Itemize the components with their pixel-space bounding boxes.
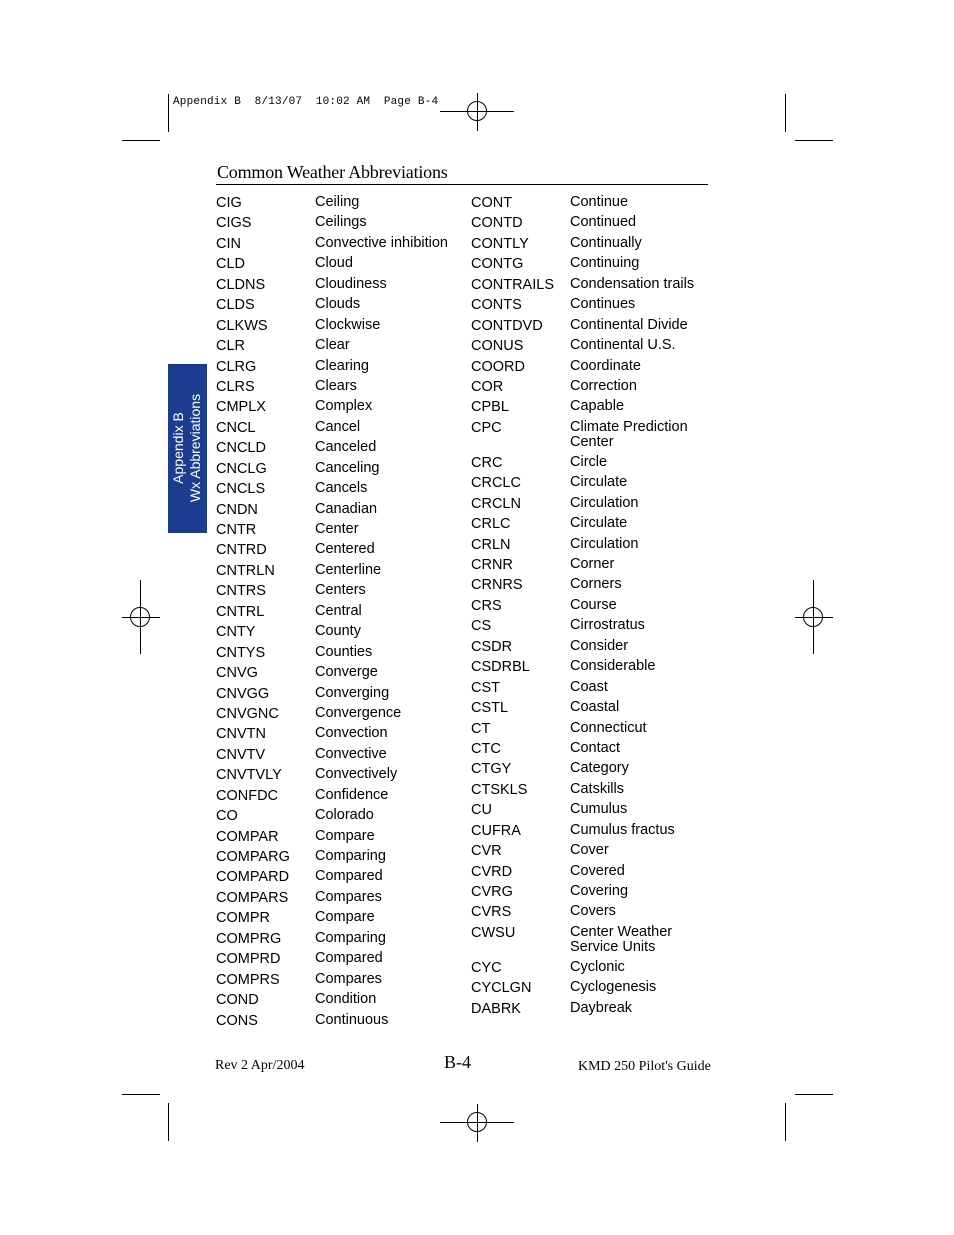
abbreviation-meaning [315,848,386,864]
abbreviation-meaning [570,740,620,756]
abbreviation-meaning [570,419,688,450]
abbreviation-code: CRCLC [471,475,521,492]
abbreviation-meaning-line: Compared [315,950,383,967]
abbreviation-meaning [570,863,625,879]
abbreviation-meaning [315,255,353,271]
abbreviation-code: CRCLN [471,495,521,512]
abbreviation-meaning [315,419,360,435]
abbreviation-meaning [570,378,637,394]
abbreviation-meaning [570,515,627,531]
abbreviation-meaning [570,1000,632,1016]
abbreviation-meaning-line: Cyclogenesis [570,979,657,996]
abbreviation-meaning [570,255,639,271]
abbreviation-meaning-line: Considerable [570,658,656,675]
abbreviation-code: CRLN [471,536,511,553]
abbreviation-meaning [570,337,676,353]
abbreviation-code: CPBL [471,399,509,416]
abbreviation-meaning [570,358,641,374]
abbreviation-meaning-line: Centered [315,541,375,558]
abbreviation-code: CNVGG [216,685,270,702]
abbreviation-code: CONUS [471,338,524,355]
abbreviation-code: CRNRS [471,577,523,594]
abbreviation-code: CONTG [471,256,524,273]
abbreviation-code: CLR [216,338,246,355]
abbreviation-meaning-line: Convectively [315,766,398,783]
abbreviation-meaning-line: Coordinate [570,357,641,374]
abbreviation-meaning-line: Continues [570,296,636,313]
abbreviation-code: CRC [471,454,503,471]
abbreviation-code: CVR [471,843,502,860]
abbreviation-code: CRNR [471,557,513,573]
abbreviation-code: CNCLD [216,440,266,457]
abbreviation-code: COND [216,992,259,1009]
abbreviation-meaning-line: Category [570,760,629,777]
abbreviation-meaning-line: County [315,623,361,640]
abbreviation-meaning [570,822,675,838]
abbreviation-code: CNCLS [216,481,266,498]
abbreviation-code: CSDR [471,638,513,655]
abbreviation-meaning [315,664,378,680]
abbreviation-code: CWSU [471,924,516,941]
abbreviation-code: COMPR [216,910,270,927]
abbreviation-code: CNVGNC [216,705,279,722]
abbreviation-meaning [570,317,688,333]
abbreviation-code: CONTRAILS [471,276,554,293]
abbreviation-code: CYCLGN [471,980,532,997]
abbreviation-code: CU [471,802,492,819]
abbreviation-meaning [570,842,609,858]
abbreviation-code: CNVTVLY [216,767,282,784]
abbreviation-code: CSDRBL [471,659,530,676]
abbreviation-code: CTGY [471,761,512,778]
abbreviation-meaning-line: Center [315,521,359,537]
abbreviation-meaning [570,296,635,312]
abbreviation-meaning [570,801,627,817]
abbreviation-code: CTSKLS [471,781,528,798]
abbreviation-meaning-line: Daybreak [570,999,633,1016]
abbreviation-meaning [315,582,366,598]
abbreviation-meaning-line: Canadian [315,500,378,517]
abbreviation-meaning [570,679,608,695]
abbreviation-code: CMPLX [216,399,266,416]
abbreviation-meaning-line: Ceilings [315,214,367,231]
abbreviation-meaning [570,536,639,552]
abbreviation-meaning-line: Cancels [315,480,368,497]
abbreviation-meaning [570,194,628,210]
abbreviation-code: CVRS [471,904,512,921]
abbreviation-meaning-line: Clearing [315,357,369,374]
abbreviation-meaning-line: Canceling [315,459,380,476]
abbreviation-meaning-line: Continuous [315,1011,389,1028]
abbreviation-meaning [570,883,628,899]
abbreviation-meaning-line: Cloudiness [315,275,387,292]
abbreviation-meaning-line: Covering [570,883,629,899]
abbreviation-meaning-line: Covers [570,903,616,920]
abbreviation-meaning [315,439,376,455]
abbreviation-meaning-line: Central [315,602,362,619]
abbreviation-meaning-line: Clouds [315,296,361,313]
abbreviation-meaning-line: Condition [315,991,377,1008]
abbreviation-meaning [315,521,359,537]
abbreviation-meaning [315,398,372,414]
abbreviation-meaning-line: Canceled [315,439,377,456]
abbreviation-meaning-line: Corners [570,576,622,593]
abbreviation-meaning-line: Corner [570,556,615,572]
abbreviation-code: CPC [471,419,502,436]
abbreviation-meaning-line: Continental U.S. [570,337,676,354]
abbreviation-meaning-line: Colorado [315,807,374,824]
abbreviation-meaning-line: Cirrostratus [570,617,645,634]
abbreviation-meaning [570,959,625,975]
abbreviation-meaning [315,603,362,619]
abbreviation-meaning-line: Comparing [315,848,386,864]
abbreviation-meaning-line: Compare [315,909,375,926]
side-tab-line-2: Wx Abbreviations [187,393,203,503]
abbreviation-meaning [570,276,694,292]
abbreviation-code: CUFRA [471,822,521,839]
abbreviation-meaning [315,766,397,782]
abbreviation-meaning-line: Cumulus fractus [570,821,675,838]
side-tab-label [170,364,204,533]
abbreviation-meaning-line: Circulate [570,515,628,532]
abbreviation-meaning-line: Climate Prediction [570,418,688,435]
abbreviation-code: CNTRD [216,542,267,559]
abbreviation-meaning [570,214,636,230]
abbreviation-code: CONTDVD [471,317,543,334]
abbreviation-meaning-line: Condensation trails [570,275,695,292]
abbreviation-code: CONTS [471,297,522,314]
abbreviation-code: CNVTN [216,726,266,743]
abbreviation-meaning-line: Convergence [315,704,402,721]
abbreviation-meaning-line: Catskills [570,780,624,797]
abbreviation-code: CLRS [216,378,255,395]
abbreviation-code: CNTRS [216,583,266,600]
abbreviation-meaning-line: Cover [570,842,609,859]
abbreviation-meaning-line: Compares [315,888,382,905]
abbreviation-code: COMPRS [216,971,280,988]
abbreviation-meaning [570,617,645,633]
abbreviation-meaning-line: Correction [570,377,637,394]
abbreviation-meaning [315,460,380,476]
abbreviation-meaning [315,868,383,884]
abbreviation-meaning-line: Converging [315,684,390,701]
abbreviation-meaning-line: Circulation [570,494,639,511]
abbreviation-meaning [315,807,374,823]
abbreviation-meaning [315,644,372,660]
abbreviation-meaning-line: Convective [315,745,387,762]
abbreviation-meaning [570,903,616,919]
abbreviation-code: CVRG [471,884,513,900]
abbreviation-meaning [570,658,655,674]
abbreviation-code: CT [471,720,491,737]
abbreviation-code: COMPRD [216,951,281,968]
abbreviation-meaning [570,781,624,797]
abbreviation-meaning [315,337,350,353]
abbreviation-code: COMPAR [216,828,279,845]
abbreviation-meaning [570,597,617,613]
abbreviation-meaning [315,685,389,701]
abbreviation-code: CONTD [471,215,523,232]
abbreviation-meaning-line: Center Weather [570,923,673,940]
abbreviation-meaning-line: Continued [570,214,637,231]
abbreviation-meaning-line: Continental Divide [570,316,688,333]
abbreviation-code: CIN [216,235,241,252]
abbreviation-meaning-line: Complex [315,398,373,415]
side-tab-line-1: Appendix B [170,412,186,484]
abbreviation-code: CNTYS [216,644,266,661]
abbreviation-meaning [570,699,619,715]
abbreviation-meaning [315,562,381,578]
abbreviation-meaning-line: Service Units [570,938,656,955]
abbreviation-meaning [315,541,375,557]
abbreviation-meaning [315,235,448,251]
abbreviation-meaning-line: Convection [315,725,388,742]
abbreviation-meaning [570,235,642,251]
abbreviation-meaning [315,480,367,496]
abbreviation-code: CS [471,618,492,635]
abbreviation-code: COR [471,378,504,395]
abbreviation-meaning-line: Circulation [570,535,639,552]
print-slug: Appendix B 8/13/07 10:02 AM Page B-4 [173,96,439,108]
abbreviation-meaning-line: Continue [570,194,629,210]
abbreviation-meaning-line: Cyclonic [570,958,625,975]
abbreviation-meaning [315,501,377,517]
abbreviation-meaning-line: Covered [570,862,625,879]
abbreviation-meaning [570,454,607,470]
abbreviation-meaning [315,296,360,312]
abbreviation-code: CSTL [471,700,509,717]
abbreviation-code: CNCLG [216,460,267,477]
footer-revision: Rev 2 Apr/2004 [215,1058,305,1073]
abbreviation-code: CVRD [471,863,513,880]
abbreviation-meaning-line: Confidence [315,786,389,803]
abbreviation-meaning-line: Contact [570,739,620,756]
abbreviation-meaning-line: Clears [315,377,357,394]
abbreviation-meaning [570,720,647,736]
abbreviation-meaning-line: Coast [570,678,608,695]
abbreviation-meaning [315,358,369,374]
abbreviation-meaning-line: Centerline [315,561,382,578]
abbreviation-meaning-line: Counties [315,643,373,660]
abbreviation-meaning-line: Compared [315,868,383,885]
abbreviation-meaning [570,495,639,511]
abbreviation-meaning [315,828,375,844]
abbreviation-code: CTC [471,740,501,757]
abbreviation-meaning [315,1012,388,1028]
abbreviation-code: CONTLY [471,235,529,252]
abbreviation-meaning-line: Centers [315,582,366,599]
abbreviation-code: COMPARS [216,889,289,906]
abbreviation-code: DABRK [471,1000,521,1017]
abbreviation-meaning-line: Continuing [570,255,640,272]
abbreviation-meaning-line: Compares [315,970,382,987]
abbreviation-meaning-line: Consider [570,637,629,654]
abbreviation-meaning [315,705,401,721]
abbreviation-meaning-line: Cancel [315,418,361,435]
abbreviation-meaning-line: Circulate [570,474,628,491]
abbreviation-code: CNTRLN [216,562,275,579]
abbreviation-code: CYC [471,959,502,976]
abbreviation-code: CNCL [216,419,256,436]
abbreviation-meaning [315,194,359,210]
abbreviation-code: CIGS [216,215,252,232]
abbreviation-meaning-line: Convective inhibition [315,234,448,251]
abbreviation-code: CONT [471,195,513,211]
abbreviation-meaning-line: Cloud [315,255,353,272]
abbreviation-code: CO [216,808,238,825]
abbreviation-meaning [570,924,672,955]
abbreviation-meaning [315,930,386,946]
abbreviation-meaning-line: Clockwise [315,316,381,333]
footer-guide-title: KMD 250 Pilot's Guide [578,1059,711,1074]
abbreviation-meaning [315,971,382,987]
abbreviation-meaning-line: Connecticut [570,719,647,736]
abbreviation-meaning-line: Clear [315,337,350,354]
abbreviation-meaning-line: Converge [315,664,378,681]
abbreviation-code: CRLC [471,516,511,533]
page-title: Common Weather Abbreviations [217,162,448,182]
abbreviation-code: CST [471,679,500,696]
abbreviation-meaning [570,556,614,572]
abbreviation-meaning-line: Circle [570,453,608,470]
abbreviation-code: COMPARD [216,869,290,886]
abbreviation-meaning [315,378,357,394]
abbreviation-code: CLRG [216,358,257,375]
abbreviation-code: CIG [216,195,242,211]
abbreviation-meaning [570,398,624,414]
abbreviation-meaning [570,474,627,490]
abbreviation-meaning-line: Center [570,433,614,450]
abbreviation-meaning-line: Ceiling [315,194,360,210]
abbreviation-meaning [315,950,383,966]
abbreviation-meaning [315,317,380,333]
abbreviation-meaning [315,725,388,741]
abbreviation-code: CNTY [216,624,256,641]
abbreviation-meaning [570,638,628,654]
abbreviation-code: CNVTV [216,746,266,763]
abbreviation-meaning [315,214,367,230]
abbreviation-meaning [315,623,361,639]
abbreviation-meaning [315,889,382,905]
abbreviation-code: CNTR [216,522,257,538]
abbreviation-code: CNDN [216,501,258,518]
abbreviation-meaning-line: Continually [570,234,642,251]
abbreviation-code: CLDNS [216,276,266,293]
title-rule [216,184,708,185]
abbreviation-meaning [315,991,376,1007]
abbreviation-meaning-line: Course [570,596,617,613]
abbreviation-code: CLD [216,256,246,273]
abbreviation-meaning [570,576,622,592]
abbreviation-code: COMPARG [216,849,290,865]
abbreviation-code: CRS [471,597,502,614]
abbreviation-meaning [570,979,656,995]
abbreviation-meaning-line: Cumulus [570,801,628,818]
abbreviation-code: COORD [471,358,525,375]
abbreviation-meaning [315,787,388,803]
abbreviation-code: CLKWS [216,317,268,334]
abbreviation-meaning-line: Coastal [570,699,620,716]
abbreviation-meaning [570,760,629,776]
footer-page-number: B-4 [444,1052,471,1072]
abbreviation-code: CONFDC [216,787,279,804]
abbreviation-meaning [315,746,387,762]
abbreviation-code: COMPRG [216,930,282,947]
abbreviation-code: CONS [216,1012,258,1029]
abbreviation-code: CNTRL [216,603,265,620]
abbreviation-meaning-line: Compare [315,827,375,844]
abbreviation-meaning [315,909,375,925]
abbreviation-meaning [315,276,387,292]
abbreviation-meaning-line: Capable [570,398,625,415]
abbreviation-code: CLDS [216,297,255,314]
abbreviation-meaning-line: Comparing [315,929,386,946]
abbreviation-code: CNVG [216,665,258,682]
